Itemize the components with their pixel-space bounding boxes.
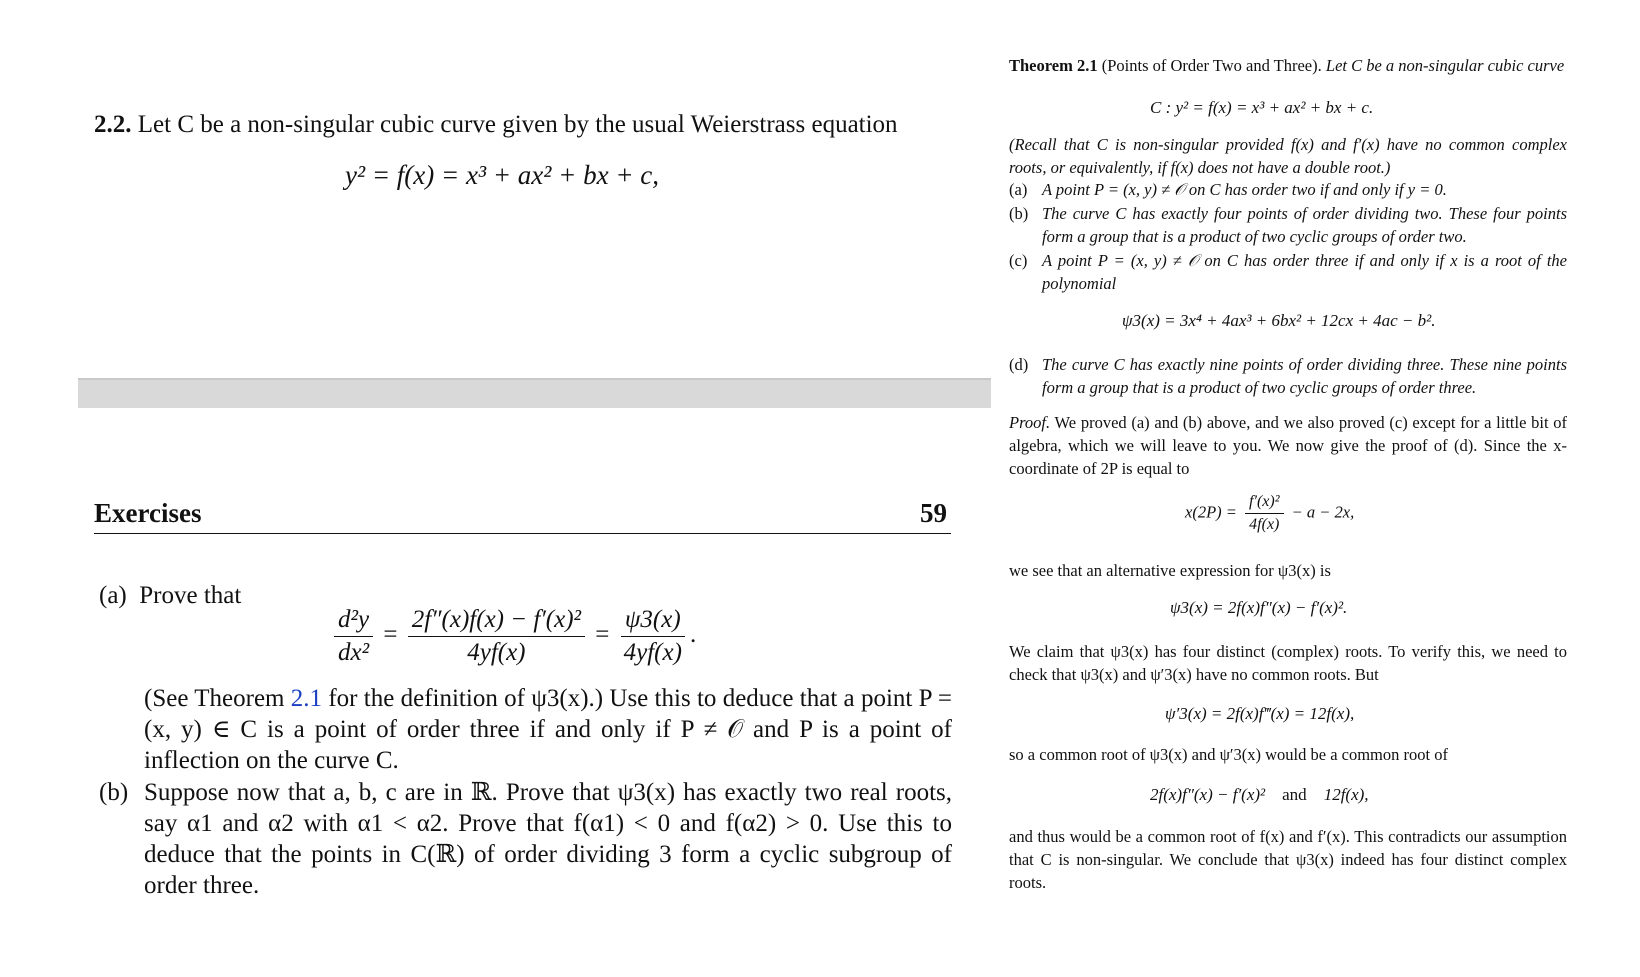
psi3-polynomial: ψ3(x) = 3x⁴ + 4ax³ + 6bx² + 12cx + 4ac − b². bbox=[1122, 311, 1436, 330]
see-suffix: for the definition of ψ3(x).) Use this to deduce that a point P = (x, y) ∈ C is a point of order three if and only if P ≠ 𝒪 and P is a point of inflection on the curve C. bbox=[144, 685, 952, 774]
proof-paragraph bbox=[1009, 411, 1567, 480]
lhs-denominator: dx² bbox=[338, 639, 370, 666]
recall-note: (Recall that C is non-singular provided f(x) and f′(x) have no common complex roots, or equivalently, if f(x) does not have a double root.) bbox=[1009, 135, 1567, 177]
proof-label: Proof. bbox=[1009, 413, 1051, 432]
lhs-fraction bbox=[334, 606, 373, 667]
common-root-pair bbox=[1150, 785, 1369, 805]
item-text: A point P = (x, y) ≠ 𝒪 on C has order three if and only if x is a root of the polynomial bbox=[1042, 251, 1567, 293]
item-text: A point P = (x, y) ≠ 𝒪 on C has order two if and only if y = 0. bbox=[1042, 180, 1447, 199]
exercises-heading: Exercises bbox=[94, 498, 202, 528]
theorem-title: Theorem 2.1 bbox=[1009, 56, 1098, 75]
part-a-label bbox=[99, 580, 241, 611]
pair-and: and bbox=[1282, 785, 1307, 804]
alt-expression-text: we see that an alternative expression for ψ3(x) is bbox=[1009, 561, 1331, 580]
see-prefix: (See Theorem bbox=[144, 685, 291, 712]
exercise-number: 2.2. bbox=[94, 111, 132, 138]
page-divider-band bbox=[78, 378, 991, 408]
theorem-subtitle: (Points of Order Two and Three). bbox=[1101, 56, 1322, 75]
rhs-numerator: ψ3(x) bbox=[621, 606, 685, 637]
x2p-lhs: x(2P) = bbox=[1185, 502, 1237, 522]
second-derivative-equation: $\frac{\text{d²y}}{\text{dx²}}$ = $\frac{\text{2f″(x)f(x) − f′(x)²}}{4yf(x)}$ = $\frac{\psi 3(x)}{4yf(x)}$ . bbox=[330, 606, 696, 667]
proof-text: We proved (a) and (b) above, and we also proved (c) except for a little bit of algebra, which we will leave to you. We now give the proof of (d). Since the x-coordinate of 2P is equal to bbox=[1009, 413, 1568, 478]
part-a-prove-text: Prove that bbox=[139, 582, 242, 609]
conclusion-paragraph: and thus would be a common root of f(x) and f′(x). This contradicts our assumption that C is non-singular. We conclude that ψ3(x) indeed has four distinct complex roots. bbox=[1009, 827, 1567, 892]
part-b-label: (b) bbox=[99, 779, 129, 806]
pair-right: 12f(x), bbox=[1323, 785, 1369, 804]
theorem-item-a bbox=[1009, 178, 1567, 201]
psi3-alt-equation: ψ3(x) = 2f(x)f″(x) − f′(x)². bbox=[1170, 598, 1348, 617]
item-label: (a) bbox=[1009, 180, 1028, 199]
theorem-item-c bbox=[1009, 249, 1567, 295]
part-a-instructions bbox=[144, 683, 952, 776]
x2p-numerator: f′(x)² bbox=[1245, 493, 1284, 514]
rhs-denominator: 4yf(x) bbox=[623, 639, 682, 666]
mid-numerator: 2f″(x)f(x) − f′(x)² bbox=[408, 606, 585, 637]
page-number: 59 bbox=[920, 498, 947, 528]
item-label: (d) bbox=[1009, 355, 1029, 374]
item-text: The curve C has exactly four points of order dividing two. These four points form a group that is a product of two cyclic groups of order two. bbox=[1042, 204, 1567, 246]
x2p-denominator: 4f(x) bbox=[1249, 516, 1280, 533]
pair-left: 2f(x)f″(x) − f′(x)² bbox=[1150, 785, 1266, 804]
part-b-text: Suppose now that a, b, c are in ℝ. Prove that ψ3(x) has exactly two real roots, say α1 and α2 with α1 < α2. Prove that f(α1) < 0 and f(α2) > 0. Use this to deduce that the points in C(ℝ) of order dividing 3 form a cyclic subgroup of order three. bbox=[144, 779, 952, 899]
rhs-fraction bbox=[620, 606, 686, 667]
heading-rule bbox=[94, 533, 951, 534]
theorem-statement: Let C be a non-singular cubic curve bbox=[1325, 56, 1565, 75]
x2p-fraction bbox=[1245, 493, 1284, 534]
common-root-text: so a common root of ψ3(x) and ψ′3(x) would be a common root of bbox=[1009, 745, 1448, 764]
claim-paragraph: We claim that ψ3(x) has four distinct (complex) roots. To verify this, we need to check that ψ3(x) and ψ′3(x) have no common roots. But bbox=[1009, 642, 1567, 684]
exercise-intro-text: Let C be a non-singular cubic curve given by the usual Weierstrass equation bbox=[137, 111, 898, 138]
theorem-link[interactable]: 2.1 bbox=[290, 685, 323, 712]
theorem-item-d bbox=[1009, 353, 1567, 399]
x2p-tail: − a − 2x, bbox=[1291, 502, 1355, 522]
psi3-derivative-equation: ψ′3(x) = 2f(x)f‴(x) = 12f(x), bbox=[1165, 704, 1355, 723]
mid-fraction bbox=[408, 606, 585, 667]
weierstrass-equation: y² = f(x) = x³ + ax² + bx + c, bbox=[345, 160, 660, 190]
item-text: The curve C has exactly nine points of order dividing three. These nine points form a group that is a product of two cyclic groups of order three. bbox=[1042, 355, 1567, 397]
theorem-item-b bbox=[1009, 202, 1567, 248]
x2p-equation bbox=[1185, 493, 1354, 534]
theorem-header bbox=[1009, 54, 1567, 77]
lhs-numerator: d²y bbox=[334, 606, 373, 637]
part-a-letter: (a) bbox=[99, 582, 127, 609]
item-label: (b) bbox=[1009, 204, 1029, 223]
exercise-intro bbox=[94, 108, 934, 142]
curve-equation: C : y² = f(x) = x³ + ax² + bx + c. bbox=[1150, 98, 1374, 117]
mid-denominator: 4yf(x) bbox=[467, 639, 526, 666]
item-label: (c) bbox=[1009, 251, 1028, 270]
